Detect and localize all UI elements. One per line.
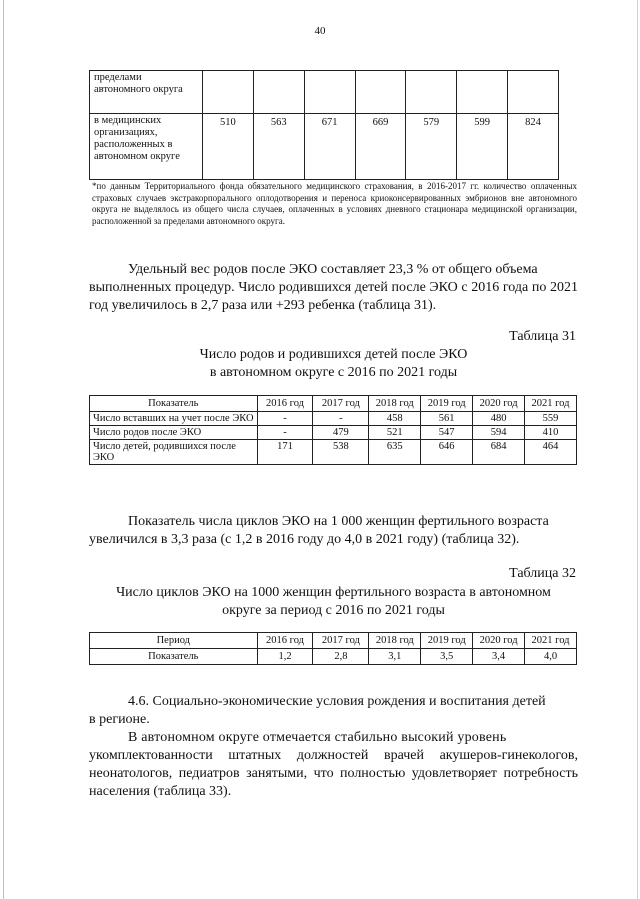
table-row [90,114,559,180]
table-cell: 1,2 [257,649,313,665]
page-number: 40 [314,25,326,37]
paragraph-first-line: Удельный вес родов после ЭКО составляет 23,3 % от общего объема [128,262,538,277]
paragraph-text: увеличился в 3,3 раза (с 1,2 в 2016 году до 4,0 в 2021 году) (таблица 32). [89,532,520,547]
table-cell: 547 [421,426,473,440]
table-label: Таблица 31 [509,329,576,344]
column-header: 2017 год [313,633,369,649]
table-cell: 410 [525,426,577,440]
table-title-line: Число родов и родившихся детей после ЭКО [199,347,468,362]
column-header: 2019 год [421,633,473,649]
row-label: Показатель [90,649,258,665]
column-header: Период [90,633,258,649]
table-cell: 521 [369,426,421,440]
table-cell: 646 [421,440,473,465]
table-header-row [90,396,577,412]
column-header: 2021 год [525,396,577,412]
scan-edge-left [3,0,4,899]
footnote: *по данным Территориального фонда обязательного медицинского страхования, в 2016-2017 гг. количество оплаченных страховых случаев экстракорпорального оплодотворения и переноса криоконсервированных эмбрионов вне автономного округа не выделялось из общего числа случаев, оплаченных в условиях дневного стационара медицинской организации, расположенной за пределами автономного округа. [92,181,577,226]
row-label: Число вставших на учет после ЭКО [90,412,258,426]
table-cell: 684 [473,440,525,465]
column-header: 2018 год [369,633,421,649]
table-row [90,649,577,665]
table-cell: 4,0 [525,649,577,665]
table-cell: - [313,412,369,426]
table-row [90,412,577,426]
table-title-line: округе за период с 2016 по 2021 годы [222,603,445,618]
table-row [90,71,559,114]
column-header: 2016 год [257,396,313,412]
column-header: Показатель [90,396,258,412]
row-label: пределами автономного округа [90,71,203,114]
row-label: Число детей, родившихся после ЭКО [90,440,258,465]
paragraph [89,729,578,801]
table-header-row [90,633,577,649]
column-header: 2017 год [313,396,369,412]
table-cell: 464 [525,440,577,465]
table-cell: 3,4 [473,649,525,665]
table-cell: 671 [304,114,355,180]
table-cell: 594 [473,426,525,440]
table-cell: 3,1 [369,649,421,665]
table-cell: 3,5 [421,649,473,665]
column-header: 2020 год [473,633,525,649]
table-cell: 458 [369,412,421,426]
table-cell: 171 [257,440,313,465]
table-cell: 579 [406,114,457,180]
table-title [89,584,578,620]
table-32 [89,632,577,665]
column-header: 2021 год [525,633,577,649]
table-cell: 635 [369,440,421,465]
column-header: 2018 год [369,396,421,412]
paragraph-first-line: Показатель числа циклов ЭКО на 1 000 женщин фертильного возраста [128,514,549,529]
table-title-line: в автономном округе с 2016 по 2021 годы [209,365,458,380]
table-cell: 563 [253,114,304,180]
paragraph-text: выполненных процедур. Число родившихся детей после ЭКО с 2016 года по 2021 год увеличилось в 2,7 раза или +293 ребенка (таблица 31). [89,280,578,313]
table-row [90,426,577,440]
scan-edge-right [637,0,638,899]
paragraph [89,513,578,549]
paragraph [89,261,578,315]
column-header: 2016 год [257,633,313,649]
row-label: Число родов после ЭКО [90,426,258,440]
column-header: 2020 год [473,396,525,412]
table-31 [89,395,577,465]
table-cell: 669 [355,114,406,180]
table-cell: 561 [421,412,473,426]
paragraph-text: в регионе. [89,712,150,727]
table-cell: 480 [473,412,525,426]
table-cell: 479 [313,426,369,440]
table-cell: - [257,412,313,426]
paragraph-first-line: В автономном округе отмечается стабильно высокий уровень [128,730,507,745]
table-cell: 559 [525,412,577,426]
table-cell: 599 [457,114,508,180]
table-label: Таблица 32 [509,566,576,581]
table-cell: - [257,426,313,440]
section-heading [89,693,578,729]
row-label: в медицинских организациях, расположенных в автономном округе [90,114,203,180]
paragraph-text: укомплектованности штатных должностей врачей акушеров-гинекологов, неонатологов, педиатров занятыми, что полностью удовлетворяет потребность населения (таблица 33). [89,748,578,799]
table-cell: 538 [313,440,369,465]
table-cell: 510 [203,114,254,180]
table-row [90,440,577,465]
continued-table [89,70,559,180]
column-header: 2019 год [421,396,473,412]
paragraph-first-line: 4.6. Социально-экономические условия рождения и воспитания детей [128,694,546,709]
table-cell: 824 [508,114,559,180]
table-cell: 2,8 [313,649,369,665]
table-title-line: Число циклов ЭКО на 1000 женщин фертильного возраста в автономном [116,585,551,600]
table-title [89,346,578,382]
